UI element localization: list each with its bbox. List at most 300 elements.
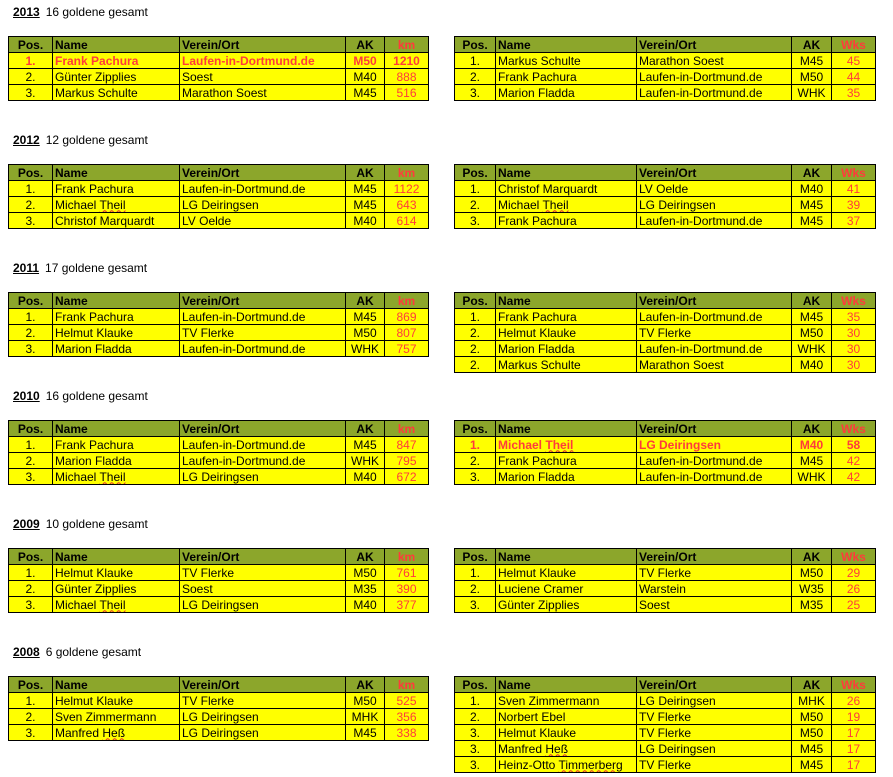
rank-cell: 1. <box>9 181 53 197</box>
table-row <box>9 309 429 325</box>
rank-cell: 3. <box>455 741 496 757</box>
table-row <box>455 757 876 773</box>
column-header: km <box>385 293 429 309</box>
column-header: Name <box>496 165 637 181</box>
club-cell: Laufen-in-Dortmund.de <box>637 469 792 485</box>
name-cell: Marion Fladda <box>53 453 180 469</box>
club-cell: LG Deiringsen <box>180 197 346 213</box>
club-cell: Laufen-in-Dortmund.de <box>637 341 792 357</box>
age-class-cell: M35 <box>346 581 385 597</box>
km-ranking-table <box>8 292 429 357</box>
club-cell: Laufen-in-Dortmund.de <box>180 181 346 197</box>
age-class-cell: M40 <box>346 469 385 485</box>
km-ranking-table <box>8 420 429 485</box>
name-cell: Luciene Cramer <box>496 581 637 597</box>
table-row <box>9 69 429 85</box>
spellcheck-underline: Heß <box>102 725 126 740</box>
table-row <box>9 85 429 101</box>
name-cell: Günter Zipplies <box>496 597 637 613</box>
club-cell: LV Oelde <box>637 181 792 197</box>
rank-cell: 1. <box>455 309 496 325</box>
table-row <box>9 213 429 229</box>
value-cell: 30 <box>832 341 876 357</box>
name-cell: Frank Pachura <box>53 309 180 325</box>
table-header-row <box>455 421 876 437</box>
value-cell: 37 <box>832 213 876 229</box>
rank-cell: 1. <box>455 53 496 69</box>
value-cell: 41 <box>832 181 876 197</box>
table-row <box>455 197 876 213</box>
year-label: 2010 <box>13 389 40 403</box>
rank-cell: 2. <box>9 453 53 469</box>
column-header: AK <box>792 37 832 53</box>
age-class-cell: M50 <box>346 53 385 69</box>
age-class-cell: M40 <box>792 357 832 373</box>
table-row <box>9 453 429 469</box>
wks-ranking-table <box>454 420 876 485</box>
value-cell: 761 <box>385 565 429 581</box>
table-row <box>9 437 429 453</box>
age-class-cell: WHK <box>346 453 385 469</box>
club-cell: TV Flerke <box>637 757 792 773</box>
value-cell: 25 <box>832 597 876 613</box>
year-section <box>0 260 893 384</box>
name-cell: Helmut Klauke <box>53 565 180 581</box>
value-cell: 516 <box>385 85 429 101</box>
wks-ranking-table <box>454 676 876 773</box>
year-label: 2012 <box>13 133 40 147</box>
name-cell: Markus Schulte <box>496 53 637 69</box>
value-cell: 807 <box>385 325 429 341</box>
spellcheck-underline: Theil <box>545 437 574 452</box>
rank-cell: 3. <box>455 757 496 773</box>
wks-ranking-table <box>454 36 876 101</box>
value-cell: 45 <box>832 53 876 69</box>
year-label: 2011 <box>13 261 40 275</box>
column-header: km <box>385 421 429 437</box>
name-cell: Manfred Heß <box>53 725 180 741</box>
club-cell: Laufen-in-Dortmund.de <box>180 309 346 325</box>
value-cell: 869 <box>385 309 429 325</box>
value-cell: 17 <box>832 741 876 757</box>
age-class-cell: M50 <box>346 693 385 709</box>
column-header: Verein/Ort <box>180 677 346 693</box>
age-class-cell: WHK <box>346 341 385 357</box>
rank-cell: 2. <box>455 197 496 213</box>
rank-cell: 3. <box>455 213 496 229</box>
name-cell: Helmut Klauke <box>53 693 180 709</box>
age-class-cell: M45 <box>346 181 385 197</box>
rank-cell: 1. <box>455 181 496 197</box>
value-cell: 356 <box>385 709 429 725</box>
age-class-cell: M50 <box>792 325 832 341</box>
club-cell: Laufen-in-Dortmund.de <box>637 69 792 85</box>
value-cell: 377 <box>385 597 429 613</box>
table-row <box>455 725 876 741</box>
column-header: Wks <box>832 549 876 565</box>
table-row <box>455 85 876 101</box>
table-row <box>455 597 876 613</box>
name-cell: Günter Zipplies <box>53 69 180 85</box>
value-cell: 26 <box>832 693 876 709</box>
year-label: 2008 <box>13 645 40 659</box>
table-row <box>455 181 876 197</box>
table-row <box>455 581 876 597</box>
column-header: Pos. <box>9 293 53 309</box>
value-cell: 35 <box>832 85 876 101</box>
year-heading <box>13 260 147 276</box>
age-class-cell: M45 <box>792 453 832 469</box>
table-row <box>455 357 876 373</box>
club-cell: TV Flerke <box>180 325 346 341</box>
wks-ranking-table <box>454 164 876 229</box>
club-cell: LG Deiringsen <box>180 469 346 485</box>
column-header: Pos. <box>455 677 496 693</box>
column-header: Verein/Ort <box>637 165 792 181</box>
value-cell: 390 <box>385 581 429 597</box>
column-header: AK <box>346 165 385 181</box>
column-header: Pos. <box>9 549 53 565</box>
name-cell: Michael Theil <box>53 597 180 613</box>
name-cell: Sven Zimmermann <box>496 693 637 709</box>
column-header: Verein/Ort <box>637 421 792 437</box>
table-header-row <box>455 37 876 53</box>
rank-cell: 3. <box>455 597 496 613</box>
column-header: Wks <box>832 37 876 53</box>
club-cell: Laufen-in-Dortmund.de <box>180 437 346 453</box>
age-class-cell: M45 <box>346 437 385 453</box>
km-ranking-table <box>8 36 429 101</box>
column-header: AK <box>346 293 385 309</box>
year-section <box>0 516 893 640</box>
gold-total-label: 17 goldene gesamt <box>45 261 148 275</box>
club-cell: Soest <box>180 581 346 597</box>
age-class-cell: M40 <box>792 437 832 453</box>
column-header: Verein/Ort <box>637 677 792 693</box>
column-header: Name <box>53 421 180 437</box>
name-cell: Helmut Klauke <box>496 565 637 581</box>
club-cell: Soest <box>637 597 792 613</box>
club-cell: LG Deiringsen <box>637 197 792 213</box>
name-cell: Helmut Klauke <box>53 325 180 341</box>
name-cell: Sven Zimmermann <box>53 709 180 725</box>
club-cell: Soest <box>180 69 346 85</box>
column-header: Verein/Ort <box>180 37 346 53</box>
club-cell: LG Deiringsen <box>637 741 792 757</box>
wks-ranking-table <box>454 292 876 373</box>
rank-cell: 3. <box>455 85 496 101</box>
club-cell: LG Deiringsen <box>637 693 792 709</box>
table-row <box>9 693 429 709</box>
table-row <box>455 565 876 581</box>
column-header: Name <box>53 677 180 693</box>
column-header: Name <box>496 37 637 53</box>
club-cell: Marathon Soest <box>637 53 792 69</box>
age-class-cell: M45 <box>792 213 832 229</box>
rank-cell: 2. <box>455 581 496 597</box>
club-cell: LG Deiringsen <box>180 709 346 725</box>
value-cell: 39 <box>832 197 876 213</box>
club-cell: LG Deiringsen <box>637 437 792 453</box>
name-cell: Marion Fladda <box>496 469 637 485</box>
age-class-cell: M45 <box>792 197 832 213</box>
name-cell: Marion Fladda <box>496 85 637 101</box>
age-class-cell: M50 <box>792 725 832 741</box>
rank-cell: 1. <box>455 437 496 453</box>
rank-cell: 2. <box>455 341 496 357</box>
year-section <box>0 132 893 256</box>
column-header: Pos. <box>9 37 53 53</box>
column-header: km <box>385 549 429 565</box>
age-class-cell: M50 <box>346 325 385 341</box>
club-cell: Laufen-in-Dortmund.de <box>180 53 346 69</box>
age-class-cell: MHK <box>346 709 385 725</box>
column-header: Pos. <box>455 293 496 309</box>
table-row <box>455 693 876 709</box>
km-ranking-table <box>8 164 429 229</box>
age-class-cell: M40 <box>346 69 385 85</box>
column-header: Name <box>53 549 180 565</box>
value-cell: 643 <box>385 197 429 213</box>
age-class-cell: M40 <box>792 181 832 197</box>
age-class-cell: M45 <box>792 309 832 325</box>
value-cell: 757 <box>385 341 429 357</box>
gold-total-label: 16 goldene gesamt <box>45 5 148 19</box>
rank-cell: 2. <box>9 325 53 341</box>
table-header-row <box>455 293 876 309</box>
rank-cell: 3. <box>455 725 496 741</box>
age-class-cell: M50 <box>792 565 832 581</box>
club-cell: Marathon Soest <box>637 357 792 373</box>
column-header: Pos. <box>455 549 496 565</box>
table-row <box>9 469 429 485</box>
name-cell: Frank Pachura <box>53 181 180 197</box>
spellcheck-underline: Heß <box>545 741 569 756</box>
table-row <box>9 325 429 341</box>
name-cell: Helmut Klauke <box>496 725 637 741</box>
value-cell: 26 <box>832 581 876 597</box>
year-heading <box>13 4 148 20</box>
column-header: Name <box>53 165 180 181</box>
value-cell: 1122 <box>385 181 429 197</box>
value-cell: 795 <box>385 453 429 469</box>
value-cell: 847 <box>385 437 429 453</box>
column-header: Name <box>53 293 180 309</box>
value-cell: 42 <box>832 469 876 485</box>
rank-cell: 1. <box>9 437 53 453</box>
age-class-cell: M40 <box>346 597 385 613</box>
rank-cell: 2. <box>9 197 53 213</box>
age-class-cell: M45 <box>346 725 385 741</box>
age-class-cell: M35 <box>792 597 832 613</box>
name-cell: Frank Pachura <box>496 453 637 469</box>
rank-cell: 1. <box>455 693 496 709</box>
name-cell: Heinz-Otto Timmerberg <box>496 757 637 773</box>
rank-cell: 3. <box>9 213 53 229</box>
rank-cell: 2. <box>455 453 496 469</box>
club-cell: TV Flerke <box>637 725 792 741</box>
rank-cell: 2. <box>9 709 53 725</box>
value-cell: 30 <box>832 357 876 373</box>
year-section <box>0 4 893 128</box>
value-cell: 19 <box>832 709 876 725</box>
value-cell: 42 <box>832 453 876 469</box>
spellcheck-underline: Theil <box>99 597 126 612</box>
column-header: Verein/Ort <box>637 37 792 53</box>
table-row <box>9 709 429 725</box>
table-header-row <box>9 165 429 181</box>
rank-cell: 1. <box>9 53 53 69</box>
name-cell: Michael Theil <box>496 197 637 213</box>
rank-cell: 2. <box>455 709 496 725</box>
year-heading <box>13 132 148 148</box>
column-header: Verein/Ort <box>637 549 792 565</box>
column-header: Verein/Ort <box>637 293 792 309</box>
age-class-cell: M40 <box>346 213 385 229</box>
column-header: Wks <box>832 293 876 309</box>
club-cell: Laufen-in-Dortmund.de <box>637 309 792 325</box>
gold-total-label: 6 goldene gesamt <box>45 645 142 659</box>
table-header-row <box>9 421 429 437</box>
table-row <box>9 341 429 357</box>
value-cell: 1210 <box>385 53 429 69</box>
table-row <box>9 181 429 197</box>
table-row <box>9 565 429 581</box>
value-cell: 58 <box>832 437 876 453</box>
table-header-row <box>9 677 429 693</box>
km-ranking-table <box>8 548 429 613</box>
rank-cell: 2. <box>455 325 496 341</box>
year-section <box>0 388 893 512</box>
rank-cell: 3. <box>9 469 53 485</box>
column-header: AK <box>792 165 832 181</box>
column-header: AK <box>346 421 385 437</box>
value-cell: 614 <box>385 213 429 229</box>
club-cell: Warstein <box>637 581 792 597</box>
club-cell: LG Deiringsen <box>180 597 346 613</box>
column-header: Name <box>496 293 637 309</box>
rank-cell: 1. <box>9 309 53 325</box>
rank-cell: 2. <box>455 69 496 85</box>
column-header: km <box>385 677 429 693</box>
club-cell: LV Oelde <box>180 213 346 229</box>
name-cell: Michael Theil <box>496 437 637 453</box>
club-cell: TV Flerke <box>180 693 346 709</box>
column-header: Pos. <box>9 165 53 181</box>
name-cell: Frank Pachura <box>496 309 637 325</box>
rank-cell: 2. <box>455 357 496 373</box>
age-class-cell: M45 <box>346 197 385 213</box>
column-header: km <box>385 37 429 53</box>
club-cell: Laufen-in-Dortmund.de <box>180 341 346 357</box>
column-header: AK <box>792 549 832 565</box>
column-header: Verein/Ort <box>180 293 346 309</box>
column-header: Wks <box>832 677 876 693</box>
spellcheck-underline: Theil <box>99 469 126 484</box>
name-cell: Michael Theil <box>53 469 180 485</box>
value-cell: 17 <box>832 757 876 773</box>
rank-cell: 3. <box>9 85 53 101</box>
column-header: km <box>385 165 429 181</box>
table-row <box>9 597 429 613</box>
table-header-row <box>9 549 429 565</box>
rank-cell: 2. <box>9 69 53 85</box>
age-class-cell: M45 <box>792 741 832 757</box>
table-row <box>455 325 876 341</box>
value-cell: 17 <box>832 725 876 741</box>
table-header-row <box>9 293 429 309</box>
rank-cell: 3. <box>455 469 496 485</box>
column-header: Verein/Ort <box>180 549 346 565</box>
year-heading <box>13 516 148 532</box>
column-header: Name <box>496 549 637 565</box>
column-header: Name <box>53 37 180 53</box>
spellcheck-underline: Theil <box>99 197 126 212</box>
spellcheck-underline: Timmerberg <box>558 757 623 772</box>
name-cell: Christof Marquardt <box>496 181 637 197</box>
name-cell: Christof Marquardt <box>53 213 180 229</box>
table-row <box>455 69 876 85</box>
table-header-row <box>9 37 429 53</box>
name-cell: Frank Pachura <box>53 437 180 453</box>
club-cell: Marathon Soest <box>180 85 346 101</box>
table-row <box>9 197 429 213</box>
name-cell: Marion Fladda <box>53 341 180 357</box>
age-class-cell: M45 <box>346 309 385 325</box>
club-cell: TV Flerke <box>180 565 346 581</box>
rank-cell: 1. <box>455 565 496 581</box>
column-header: Wks <box>832 165 876 181</box>
year-label: 2009 <box>13 517 40 531</box>
column-header: AK <box>792 293 832 309</box>
km-ranking-table <box>8 676 429 741</box>
column-header: Verein/Ort <box>180 165 346 181</box>
club-cell: Laufen-in-Dortmund.de <box>637 453 792 469</box>
value-cell: 44 <box>832 69 876 85</box>
year-heading <box>13 388 148 404</box>
value-cell: 338 <box>385 725 429 741</box>
name-cell: Frank Pachura <box>496 213 637 229</box>
column-header: AK <box>792 421 832 437</box>
club-cell: LG Deiringsen <box>180 725 346 741</box>
age-class-cell: M45 <box>346 85 385 101</box>
club-cell: Laufen-in-Dortmund.de <box>180 453 346 469</box>
name-cell: Markus Schulte <box>496 357 637 373</box>
table-header-row <box>455 165 876 181</box>
name-cell: Frank Pachura <box>496 69 637 85</box>
table-row <box>455 453 876 469</box>
table-row <box>455 309 876 325</box>
value-cell: 888 <box>385 69 429 85</box>
gold-total-label: 12 goldene gesamt <box>45 133 148 147</box>
rank-cell: 3. <box>9 597 53 613</box>
age-class-cell: M50 <box>792 69 832 85</box>
table-row <box>455 741 876 757</box>
age-class-cell: W35 <box>792 581 832 597</box>
gold-total-label: 16 goldene gesamt <box>45 389 148 403</box>
year-section <box>0 644 893 772</box>
value-cell: 35 <box>832 309 876 325</box>
value-cell: 30 <box>832 325 876 341</box>
column-header: Pos. <box>455 165 496 181</box>
age-class-cell: M45 <box>792 757 832 773</box>
rank-cell: 2. <box>9 581 53 597</box>
age-class-cell: WHK <box>792 85 832 101</box>
age-class-cell: WHK <box>792 341 832 357</box>
value-cell: 29 <box>832 565 876 581</box>
value-cell: 525 <box>385 693 429 709</box>
name-cell: Frank Pachura <box>53 53 180 69</box>
